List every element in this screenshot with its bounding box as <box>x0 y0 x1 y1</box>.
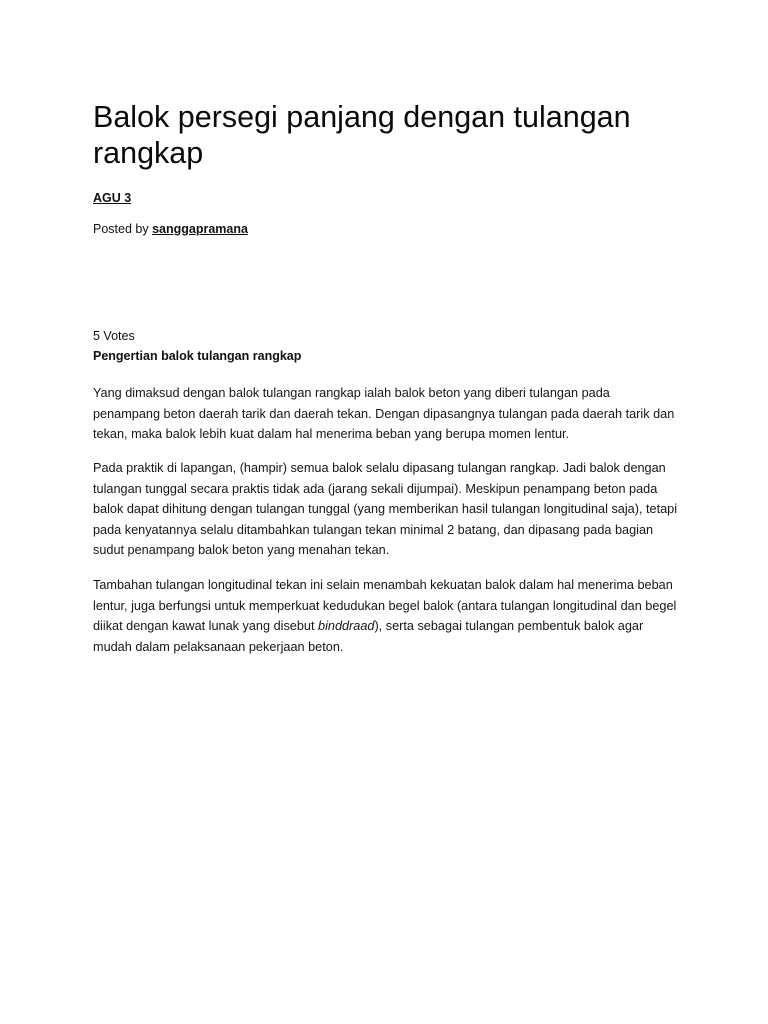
paragraph-3-text-start: Tambahan tulangan longitudinal tekan ini selain menambah kekuatan balok dalam hal menerima beban lentur, juga berfungsi untuk memperkuat kedudukan begel balok (antara tulangan longitudinal dan begel diikat dengan kawat lunak yang disebut <box>93 578 677 633</box>
paragraph-2: Pada praktik di lapangan, (hampir) semua balok selalu dipasang tulangan rangkap. Jadi balok dengan tulangan tunggal secara praktis tidak ada (jarang sekali dijumpai). Meskipun penampang beton pada balok dapat dihitung dengan tulangan tunggal (yang memberikan hasil tulangan longitudinal saja), tetapi pada kenyatannya selalu ditambahkan tulangan tekan minimal 2 batang, dan dipasang pada bagian sudut penampang balok beton yang menahan tekan. <box>93 461 678 557</box>
paragraph-3-text-end: ), serta sebagai tulangan pembentuk balok agar mudah dalam pelaksanaan pekerjaan beton. <box>93 619 644 654</box>
author-link[interactable]: sanggapramana <box>152 222 248 236</box>
posted-by-line <box>93 222 248 236</box>
paragraph-3 <box>93 575 679 657</box>
posted-by-label: Posted by <box>93 222 153 236</box>
article-title: Balok persegi panjang dengan tulangan rangkap <box>93 100 631 170</box>
votes-count: 5 Votes <box>93 329 135 343</box>
paragraph-3-italic-term: binddraad <box>318 619 375 633</box>
section-heading: Pengertian balok tulangan rangkap <box>93 349 302 363</box>
post-date-link[interactable]: AGU 3 <box>93 191 132 205</box>
paragraph-1: Yang dimaksud dengan balok tulangan rangkap ialah balok beton yang diberi tulangan pada penampang beton daerah tarik dan daerah tekan. Dengan dipasangnya tulangan pada daerah tarik dan tekan, maka balok lebih kuat dalam hal menerima beban yang berupa momen lentur. <box>93 386 675 441</box>
